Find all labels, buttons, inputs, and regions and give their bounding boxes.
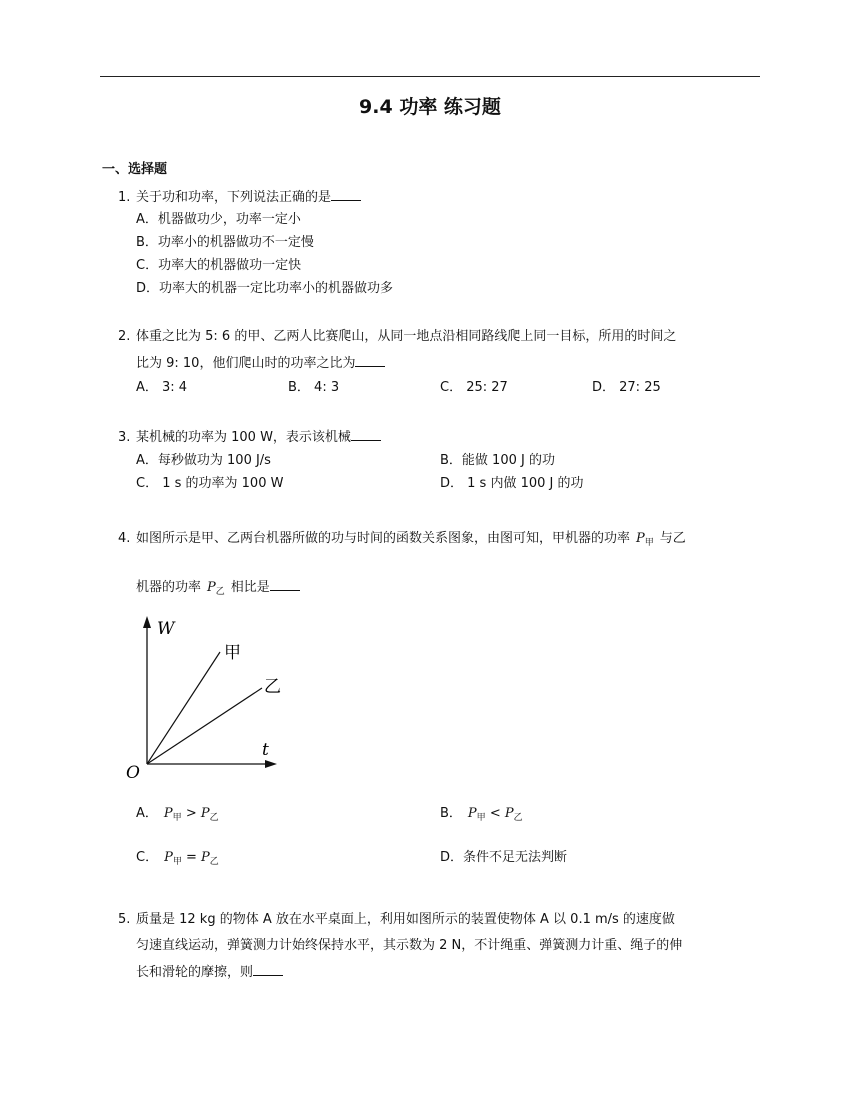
question-number: 3. — [118, 430, 131, 445]
page-title: 9.4 功率 练习题 — [359, 96, 501, 118]
answer-blank[interactable] — [331, 186, 361, 201]
question-2 — [118, 326, 763, 348]
y-axis-label: W — [157, 619, 175, 639]
question-5-line-2: 匀速直线运动，弹簧测力计始终保持水平，其示数为 2 N，不计绳重、弹簧测力计重、绳子的伸 — [136, 938, 683, 953]
option-b[interactable]: B． $P_甲 < P_乙$ — [440, 806, 523, 823]
question-text: 某机械的功率为 100 W，表示该机械 — [136, 430, 351, 445]
origin-label: O — [126, 763, 140, 782]
y-axis-arrow-icon — [143, 616, 151, 628]
answer-blank[interactable] — [253, 961, 283, 976]
work-time-graph — [120, 612, 290, 782]
answer-blank[interactable] — [351, 426, 381, 441]
option-a[interactable]: A．机器做功少，功率一定小 — [136, 212, 301, 227]
section-heading: 一、选择题 — [102, 162, 168, 177]
line-yi-label: 乙 — [264, 677, 281, 697]
question-2-continuation — [136, 352, 761, 375]
option-a[interactable]: A． $P_甲 > P_乙$ — [136, 806, 219, 823]
option-a[interactable]: A． 3: 4 — [136, 380, 188, 395]
question-text: 机器的功率 — [136, 580, 202, 595]
option-c[interactable]: C．功率大的机器做功一定快 — [136, 258, 302, 273]
question-text-tail: 与乙 — [659, 531, 686, 546]
answer-blank[interactable] — [270, 576, 300, 591]
question-number: 4. — [118, 531, 131, 546]
option-b[interactable]: B． 4: 3 — [288, 380, 340, 395]
question-4-continuation — [136, 576, 761, 600]
question-text: 关于功和功率，下列说法正确的是 — [136, 190, 332, 205]
line-jia-label: 甲 — [224, 643, 241, 663]
option-b[interactable]: B．功率小的机器做功不一定慢 — [136, 235, 314, 250]
question-4 — [118, 528, 763, 551]
question-number: 5. — [118, 912, 131, 927]
question-3 — [118, 426, 763, 449]
line-jia — [147, 652, 220, 764]
option-d[interactable]: D． 27: 25 — [592, 380, 661, 395]
question-text: 长和滑轮的摩擦，则 — [136, 965, 254, 980]
option-b[interactable]: B．能做 100 J 的功 — [440, 453, 555, 468]
question-5 — [118, 909, 763, 931]
question-text: 体重之比为 5: 6 的甲、乙两人比赛爬山，从同一地点沿相同路线爬上同一目标，所用的时间之 — [136, 329, 677, 344]
header-rule — [100, 76, 760, 77]
option-a[interactable]: A．每秒做功为 100 J/s — [136, 453, 271, 468]
question-number: 1. — [118, 190, 131, 205]
question-1 — [118, 186, 763, 209]
option-d[interactable]: D．条件不足无法判断 — [440, 850, 568, 865]
question-text: 比为 9: 10，他们爬山时的功率之比为 — [136, 356, 356, 371]
question-number: 2. — [118, 329, 131, 344]
question-text: 如图所示是甲、乙两台机器所做的功与时间的函数关系图象，由图可知，甲机器的功率 — [136, 531, 631, 546]
question-text-tail: 相比是 — [230, 580, 270, 595]
line-yi — [147, 688, 262, 764]
option-c[interactable]: C． 1 s 的功率为 100 W — [136, 476, 284, 491]
question-text: 质量是 12 kg 的物体 A 放在水平桌面上，利用如图所示的装置使物体 A 以 0.1 m/s 的速度做 — [136, 912, 675, 927]
x-axis-arrow-icon — [265, 760, 277, 768]
x-axis-label: t — [262, 740, 269, 760]
power-yi-symbol: $P_乙$ — [207, 580, 225, 597]
question-5-line-3 — [136, 961, 761, 984]
option-c[interactable]: C． $P_甲 = P_乙$ — [136, 850, 219, 867]
answer-blank[interactable] — [355, 352, 385, 367]
option-d[interactable]: D． 1 s 内做 100 J 的功 — [440, 476, 584, 491]
option-c[interactable]: C． 25: 27 — [440, 380, 508, 395]
option-d[interactable]: D．功率大的机器一定比功率小的机器做功多 — [136, 281, 394, 296]
power-jia-symbol: $P_甲$ — [636, 531, 654, 548]
